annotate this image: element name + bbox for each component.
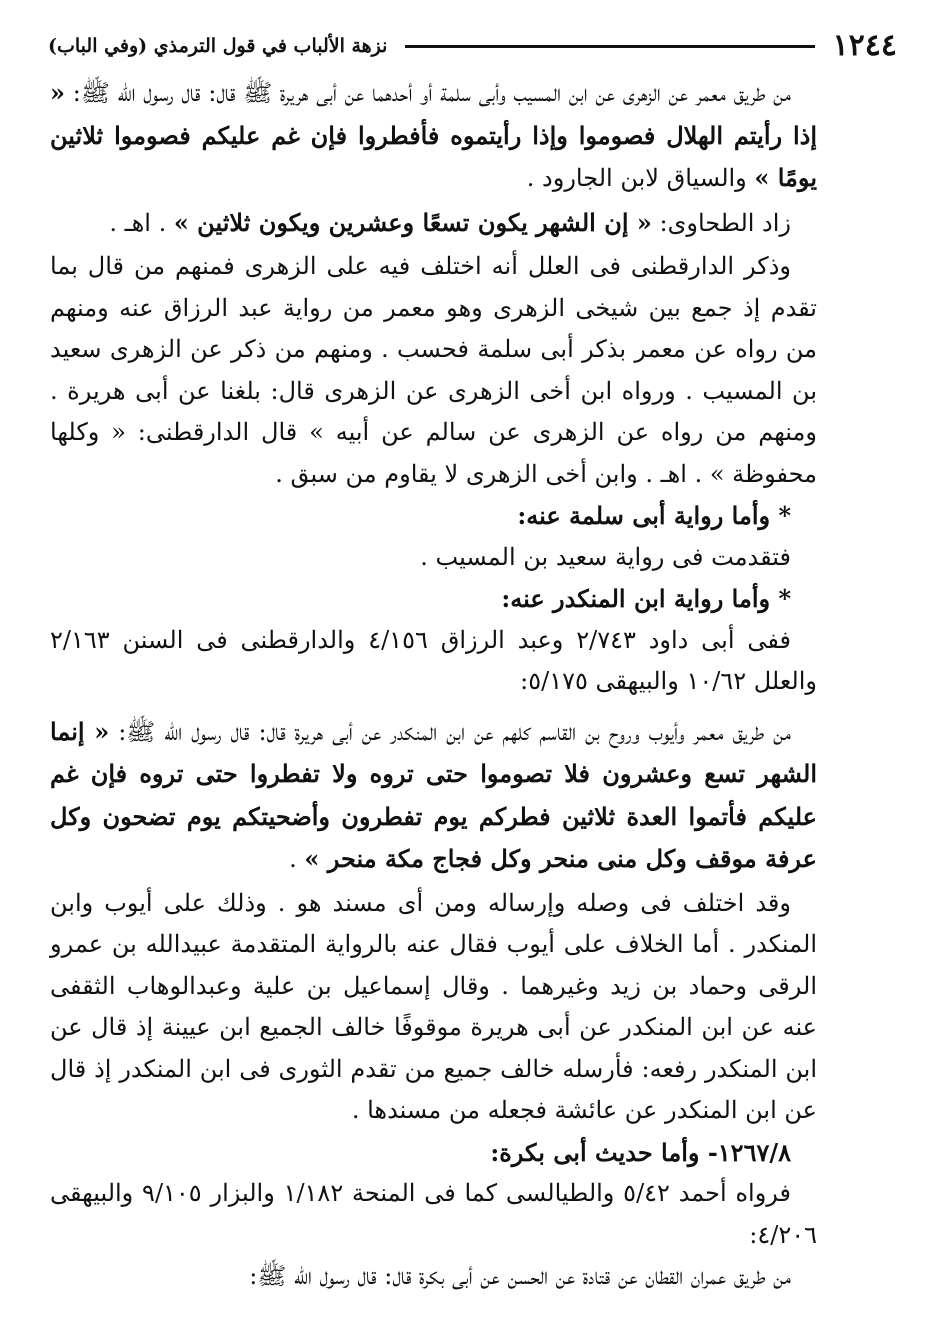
- paragraph-2-hadith: « إن الشهر يكون تسعًا وعشرين ويكون ثلاثين »: [173, 207, 652, 237]
- book-title: نزهة الألباب في قول الترمذي (وفي الباب): [48, 35, 388, 57]
- paragraph-6-hadith: « إنما الشهر تسع وعشرون فلا تصوموا حتى تروه ولا تفطروا حتى تروه فإن غم عليكم فأتموا العدة ثلاثين فطركم يوم تفطرون وأضحيتكم يوم تضحون وكل عرفة موقف وكل منى منحر وكل فجاج مكة منحر »: [50, 716, 817, 873]
- paragraph-6-text-b: .: [289, 845, 305, 873]
- paragraph-7: وقد اختلف فى وصله وإرساله ومن أى مسند هو . وذلك على أيوب وابن المنكدر . أما الخلاف على أيوب فقال عنه بالرواية المتقدمة عبيدالله بن عمرو الرقى وحماد بن زيد وغيرهما . وقال إسماعيل بن علية وعبدالوهاب الثقفى عنه عن ابن المنكدر عن أبى هريرة موقوفًا خالف الجميع ابن عيينة إذ قال عن ابن المنكدر رفعه: فأرسله خالف جميع من تقدم الثورى فى ابن المنكدر إذ قال عن ابن المنكدر عن عائشة فجعله من مسندها .: [50, 888, 818, 1124]
- paragraph-1-text-a: من طريق معمر عن الزهرى عن ابن المسيب وأبى سلمة أو أحدهما عن أبى هريرة ﷺ قال: قال رسول الله ﷺ:: [65, 79, 791, 107]
- running-header: [48, 26, 897, 66]
- paragraph-9: من طريق عمران القطان عن قتادة عن الحسن عن أبى بكرة قال: قال رسول الله ﷺ:: [249, 1262, 791, 1290]
- paragraph-5-sources: ففى أبى داود ٢/٧٤٣ وعبد الرزاق ٤/١٥٦ والدارقطنى فى السنن ٢/١٦٣ والعلل ١٠/٦٢ والبيهقى ٥/١٧٥:: [50, 625, 817, 695]
- section-heading-abi-bakra: ١٢٦٧/٨- وأما حديث أبى بكرة:: [490, 1137, 791, 1167]
- section-heading-abi-salama: * وأما رواية أبى سلمة عنه:: [517, 501, 791, 530]
- body-text: [50, 72, 817, 1298]
- paragraph-1-text-b: والسياق لابن الجارود .: [526, 164, 755, 192]
- paragraph-6-text-a: من طريق معمر وأيوب وروح بن القاسم كلهم عن ابن المنكدر عن أبى هريرة قال: قال رسول الله ﷺ:: [109, 717, 791, 746]
- paragraph-1: [50, 72, 817, 200]
- paragraph-3: وذكر الدارقطنى فى العلل أنه اختلف فيه على الزهرى فمنهم من قال بما تقدم إذ جمع بين شيخى الزهرى وهو معمر من رواية عبد الرزاق عنه ومنهم من رواه عن معمر بذكر أبى سلمة فحسب . ومنهم من ذكر عن الزهرى سعيد بن المسيب . ورواه ابن أخى الزهرى عن الزهرى قال: بلغنا عن أبى هريرة . ومنهم من رواه عن الزهرى عن سالم عن أبيه » قال الدارقطنى: « وكلها محفوظة » . اهـ . وابن أخى الزهرى لا يقاوم من سبق .: [50, 252, 817, 488]
- page-number: ١٢٤٤: [832, 28, 897, 63]
- header-rule: [405, 45, 814, 48]
- section-heading-ibn-munkadir: * وأما رواية ابن المنكدر عنه:: [501, 584, 791, 613]
- paragraph-1-hadith: « إذا رأيتم الهلال فصوموا وإذا رأيتموه فأفطروا فإن غم عليكم فصوموا ثلاثين يومًا »: [50, 78, 817, 192]
- paragraph-8-sources: فرواه أحمد ٥/٤٢ والطيالسى كما فى المنحة ١/١٨٢ والبزار ٩/١٠٥ والبيهقى ٤/٢٠٦:: [50, 1179, 817, 1249]
- paragraph-2: [50, 202, 817, 245]
- paragraph-2-text-a: زاد الطحاوى:: [651, 208, 791, 237]
- paragraph-2-text-b: . اهـ .: [109, 208, 174, 237]
- paragraph-6: [50, 711, 817, 881]
- paragraph-4-line: فتقدمت فى رواية سعيد بن المسيب .: [420, 542, 791, 571]
